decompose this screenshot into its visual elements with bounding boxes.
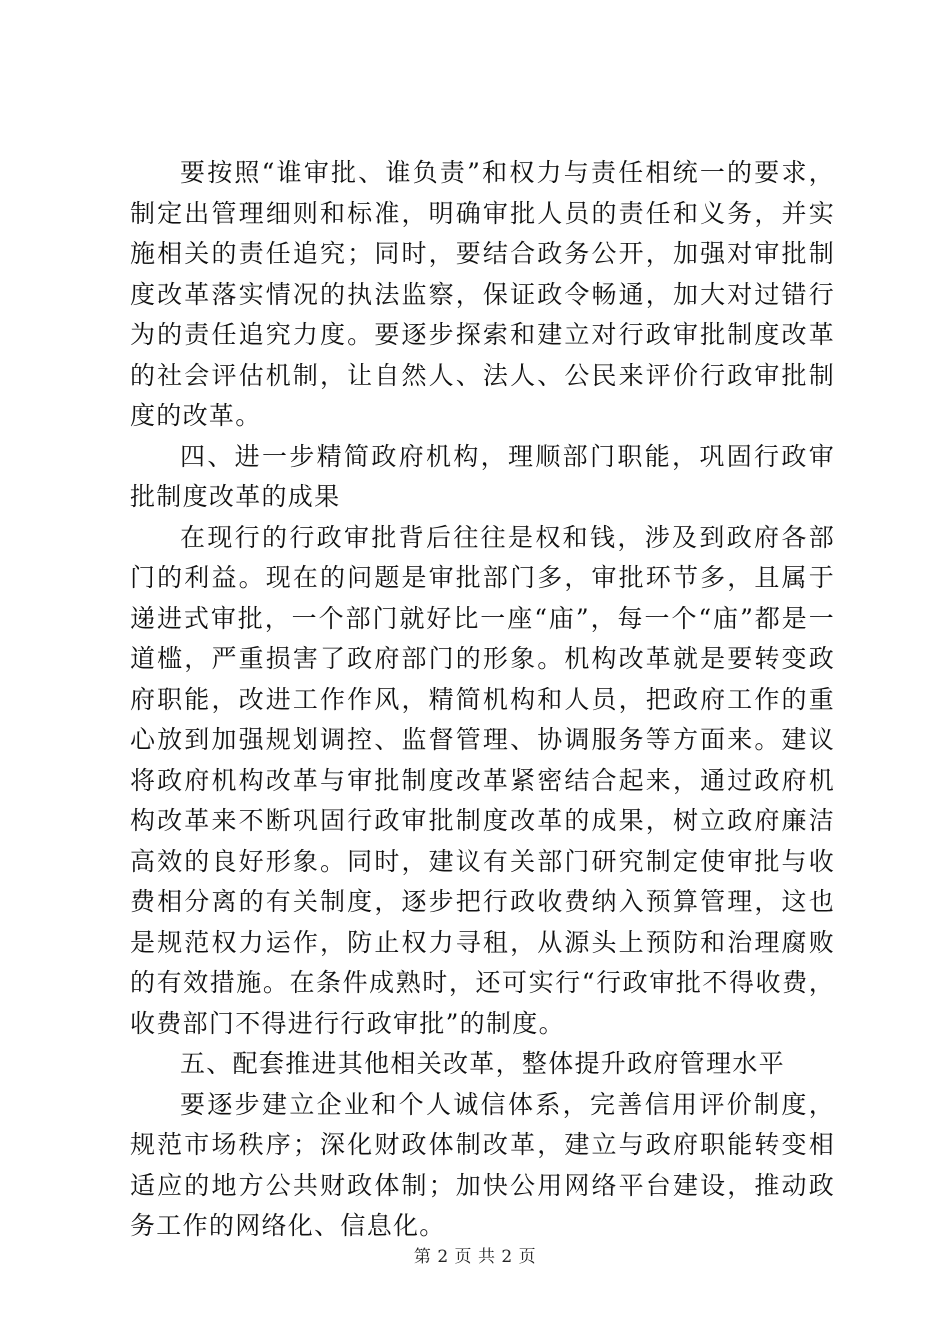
page-number-footer: 第 2 页 共 2 页 (413, 1247, 537, 1267)
section-heading-five: 五、配套推进其他相关改革，整体提升政府管理水平 (180, 1049, 785, 1078)
document-body (130, 153, 835, 1247)
paragraph-supporting-reforms: 要逐步建立企业和个人诚信体系，完善信用评价制度，规范市场秩序；深化财政体制改革，建立与政府职能转变相适应的地方公共财政体制；加快公用网络平台建设，推动政务工作的网络化、信息化。 (130, 1089, 835, 1240)
section-heading-four: 四、进一步精简政府机构，理顺部门职能，巩固行政审批制度改革的成果 (130, 441, 835, 511)
paragraph-institutional-reform: 在现行的行政审批背后往往是权和钱，涉及到政府各部门的利益。现在的问题是审批部门多，审批环节多，且属于递进式审批，一个部门就好比一座“庙”，每一个“庙”都是一道槛，严重损害了政府部门的形象。机构改革就是要转变政府职能，改进工作作风，精简机构和人员，把政府工作的重心放到加强规划调控、监督管理、协调服务等方面来。建议将政府机构改革与审批制度改革紧密结合起来，通过政府机构改革来不断巩固行政审批制度改革的成果，树立政府廉洁高效的良好形象。同时，建议有关部门研究制定使审批与收费相分离的有关制度，逐步把行政收费纳入预算管理，这也是规范权力运作，防止权力寻租，从源头上预防和治理腐败的有效措施。在条件成熟时，还可实行“行政审批不得收费，收费部门不得进行行政审批”的制度。 (130, 522, 835, 1038)
paragraph-accountability: 要按照“谁审批、谁负责”和权力与责任相统一的要求，制定出管理细则和标准，明确审批人员的责任和义务，并实施相关的责任追究；同时，要结合政务公开，加强对审批制度改革落实情况的执法监察，保证政令畅通，加大对过错行为的责任追究力度。要逐步探索和建立对行政审批制度改革的社会评估机制，让自然人、法人、公民来评价行政审批制度的改革。 (130, 158, 835, 430)
